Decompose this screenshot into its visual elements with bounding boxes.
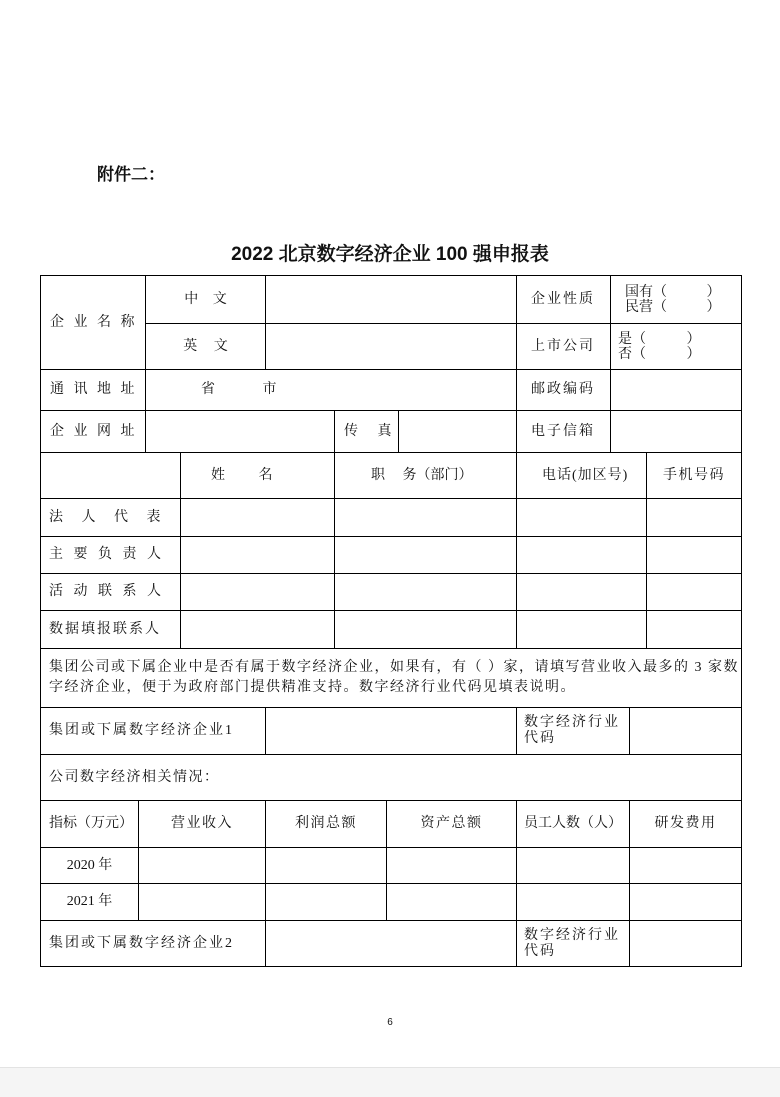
chinese-label-cell [145, 275, 266, 324]
contacts-header-mobile: 手机号码 [663, 467, 725, 483]
group-enterprise-1-field [265, 707, 517, 755]
industry-code-1-label-cell [516, 707, 630, 755]
fax-label-cell [334, 410, 399, 453]
contact-position-field [334, 610, 517, 649]
industry-code-1-label: 数字经济行业代码 [524, 715, 620, 746]
nature-label: 企业性质 [531, 291, 595, 307]
address-field [145, 369, 517, 411]
address-label-cell [40, 369, 146, 411]
indicator-value-field [516, 883, 630, 921]
listed-option-yes: 是（ ） [618, 331, 701, 347]
contact-row-label-cell [40, 536, 181, 574]
contact-position-field [334, 573, 517, 611]
legal-representative-label: 法 人 代 表 [49, 509, 161, 525]
company-name-label: 企 业 名 称 [50, 314, 135, 330]
indicator-value-field [386, 847, 517, 884]
contact-name-field [180, 573, 335, 611]
indicator-header-rnd: 研发费用 [654, 816, 717, 831]
contact-phone-field [516, 610, 647, 649]
website-label-cell [40, 410, 146, 453]
contacts-corner-cell [40, 452, 181, 499]
contacts-header-phone: 电话(加区号) [542, 467, 629, 483]
email-field [610, 410, 742, 453]
address-hint: 省 市 [201, 382, 277, 397]
website-label: 企 业 网 址 [50, 423, 135, 439]
website-field [145, 410, 335, 453]
indicator-value-field [265, 847, 387, 884]
postcode-field [610, 369, 742, 411]
indicator-value-field [516, 847, 630, 884]
industry-code-2-label: 数字经济行业代码 [524, 927, 620, 959]
english-label-cell [145, 323, 266, 370]
indicator-header-cell [516, 800, 630, 848]
attachment-label: 附件二： [97, 165, 165, 184]
indicator-value-field [138, 883, 266, 921]
contacts-header-position: 职 务（部门） [371, 467, 473, 483]
fax-label: 传 真 [344, 423, 392, 439]
indicator-header-cell [386, 800, 517, 848]
indicator-value-field [386, 883, 517, 921]
listed-label: 上市公司 [531, 338, 595, 354]
group-note-line: 集团公司或下属企业中是否有属于数字经济企业，如果有，有（ ）家，请填写营业收入最多的 3 家数 [49, 660, 739, 675]
group-note-cell [40, 648, 742, 708]
indicator-year-2021: 2021 年 [66, 894, 113, 909]
contacts-header-mobile-cell [646, 452, 742, 499]
contacts-header-position-cell [334, 452, 517, 499]
nature-label-cell [516, 275, 611, 324]
data-contact-label: 数据填报联系人 [49, 621, 161, 637]
indicator-header-cell [40, 800, 139, 848]
industry-code-2-label-cell [516, 920, 630, 967]
listed-label-cell [516, 323, 611, 370]
group-enterprise-1-label: 集团或下属数字经济企业1 [49, 723, 234, 738]
indicator-header-cell [138, 800, 266, 848]
contact-phone-field [516, 498, 647, 537]
contact-name-field [180, 610, 335, 649]
english-label: 英 文 [183, 338, 228, 354]
email-label-cell [516, 410, 611, 453]
indicator-year-cell [40, 883, 139, 921]
digital-economy-section-label: 公司数字经济相关情况： [49, 769, 220, 785]
group-enterprise-1-label-cell [40, 707, 266, 755]
group-enterprise-2-field [265, 920, 517, 967]
contact-mobile-field [646, 610, 742, 649]
group-enterprise-2-label-cell [40, 920, 266, 967]
listed-options-cell [610, 323, 742, 370]
indicator-year-cell [40, 847, 139, 884]
indicator-value-field [629, 883, 742, 921]
indicator-year-2020: 2020 年 [66, 857, 113, 873]
contact-position-field [334, 536, 517, 574]
company-name-label-cell [40, 275, 146, 370]
indicator-header-profit: 利润总额 [295, 816, 357, 831]
contacts-header-phone-cell [516, 452, 647, 499]
digital-economy-section-cell [40, 754, 742, 801]
contact-row-label-cell [40, 498, 181, 537]
industry-code-2-field [629, 920, 742, 967]
chinese-name-field [265, 275, 517, 324]
postcode-label-cell [516, 369, 611, 411]
contact-phone-field [516, 573, 647, 611]
contact-position-field [334, 498, 517, 537]
indicator-header-assets: 资产总额 [420, 816, 483, 831]
page-number: 6 [387, 1017, 393, 1028]
group-note-line: 字经济企业，便于为政府部门提供精准支持。数字经济行业代码见填表说明。 [49, 680, 576, 695]
contact-mobile-field [646, 573, 742, 611]
activity-contact-label: 活 动 联 系 人 [49, 584, 161, 599]
industry-code-1-field [629, 707, 742, 755]
indicator-value-field [629, 847, 742, 884]
email-label: 电子信箱 [531, 423, 595, 439]
chinese-label: 中 文 [184, 291, 227, 307]
indicator-value-field [265, 883, 387, 921]
contacts-header-name: 姓 名 [211, 467, 273, 483]
contact-name-field [180, 536, 335, 574]
nature-option-state: 国有（ ） [625, 284, 721, 300]
indicator-header-revenue: 营业收入 [171, 816, 233, 831]
indicator-header-employees: 员工人数（人） [524, 816, 622, 831]
contact-row-label-cell [40, 610, 181, 649]
form-title: 2022 北京数字经济企业 100 强申报表 [231, 244, 549, 265]
contact-mobile-field [646, 536, 742, 574]
indicator-header-cell [265, 800, 387, 848]
listed-option-no: 否（ ） [618, 346, 701, 362]
group-enterprise-2-label: 集团或下属数字经济企业2 [49, 935, 234, 951]
english-name-field [265, 323, 517, 370]
contact-row-label-cell [40, 573, 181, 611]
indicator-header-cell [629, 800, 742, 848]
nature-option-private: 民营（ ） [625, 299, 721, 315]
contact-mobile-field [646, 498, 742, 537]
contact-phone-field [516, 536, 647, 574]
contacts-header-name-cell [180, 452, 335, 499]
fax-field [398, 410, 517, 453]
indicator-header-unit: 指标（万元） [49, 816, 133, 831]
indicator-value-field [138, 847, 266, 884]
address-label: 通 讯 地 址 [50, 382, 135, 397]
postcode-label: 邮政编码 [531, 382, 595, 397]
nature-options-cell [610, 275, 742, 324]
main-responsible-label: 主 要 负 责 人 [49, 547, 161, 562]
page-bottom-edge [0, 1067, 780, 1097]
contact-name-field [180, 498, 335, 537]
